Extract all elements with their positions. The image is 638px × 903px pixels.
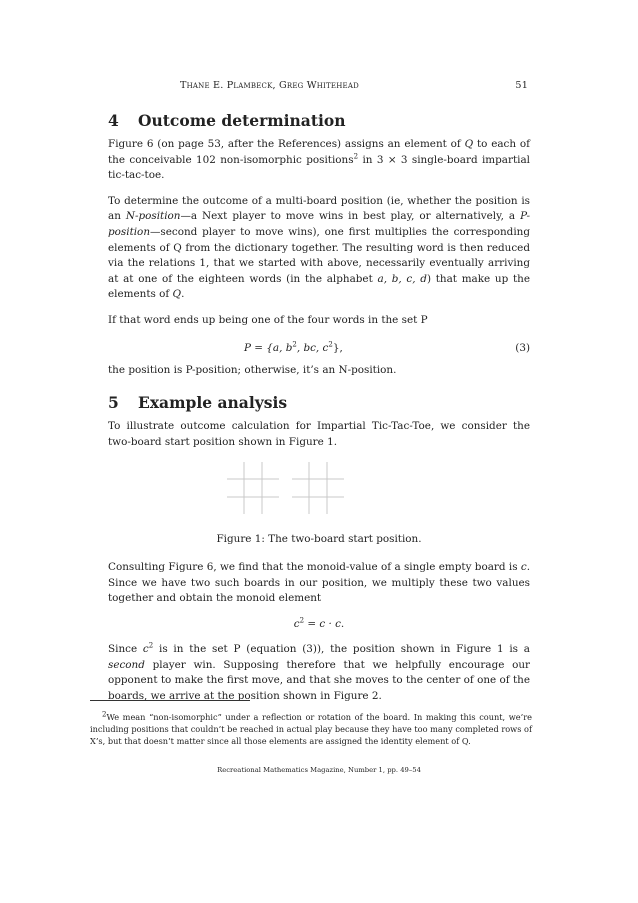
eq-sup: 2 (292, 340, 297, 349)
footnote-2 (90, 711, 532, 747)
text-run: To determine the outcome of a multi-board position (ie, whether the position is an (108, 194, 530, 223)
text-run: Consulting Figure 6, we find that the monoid-value of a single empty board is (108, 560, 521, 573)
text-run: is in the set P (equation (3)), the position shown in Figure 1 is a (153, 643, 530, 656)
section-4-paragraph-2 (108, 194, 530, 303)
section-4-paragraph-1 (108, 137, 530, 184)
eq-lhs: P (244, 341, 251, 354)
math-c: c (142, 643, 149, 656)
footnote-mark: 2 (102, 710, 107, 719)
tic-tac-toe-board-left (225, 460, 281, 516)
text-run: —second player to move wins), one first multiplies the corresponding elements of Q from the dictionary together. The resulting word is then reduced via the relations 1, that we started with above, necessarily eventually arriving at at one of the eighteen words (in the alphabet (108, 225, 530, 285)
page-footer: Recreational Mathematics Magazine, Number 1, pp. 49–54 (217, 766, 421, 774)
text-run: . Since we have two such boards in our position, we multiply these two values together and obtain the monoid element (108, 560, 530, 605)
equation-3-body (244, 341, 343, 357)
equation-3 (108, 341, 530, 357)
term-p-position: P-position (108, 210, 530, 238)
math-sup: 2 (148, 641, 154, 650)
section-5-heading (108, 392, 530, 414)
eq2-sup: 2 (299, 616, 305, 625)
math-Q: Q (172, 288, 182, 301)
tic-tac-toe-board-right (290, 460, 346, 516)
eq-sup: 2 (328, 340, 333, 349)
text-run: in 3 × 3 single-board impartial tic-tac-toe. (108, 153, 530, 182)
section-5-paragraph-1: To illustrate outcome calculation for Impartial Tic-Tac-Toe, we consider the two-board start position shown in Figure 1. (108, 420, 530, 448)
page-number: 51 (515, 80, 528, 91)
main-content (108, 110, 530, 715)
term-n-position: N-position (125, 210, 181, 223)
section-4-number: 4 (108, 111, 119, 130)
section-4-paragraph-4: the position is P-position; otherwise, it’s an N-position. (108, 363, 397, 376)
math-alphabet: a, b, c, d (377, 272, 427, 285)
math-Q: Q (464, 138, 474, 150)
footnote-text: We mean “non-isomorphic” under a reflection or rotation of the board. In making this count, we’re including positions that couldn’t be reached in actual play because they have too many completed rows of X’s, but that doesn’t matter since all those elements are assigned the identity element of Q. (90, 712, 532, 746)
text-run: Since (108, 643, 143, 656)
eq-rhs: = {a, b (251, 341, 293, 354)
text-run: to each of the conceivable 102 non-isomorphic positions (108, 138, 530, 166)
figure-1 (108, 460, 530, 516)
section-4-paragraph-3: If that word ends up being one of the four words in the set P (108, 313, 428, 326)
equation-3-tag: (3) (515, 341, 530, 354)
text-run: player win. Supposing therefore that we helpfully encourage our opponent to make the first move, and that she moves to the center of one of the boards, we arrive at the position shown in Figure 2. (108, 658, 530, 703)
text-run: Figure 6 (on page 53, after the References) assigns an element of (108, 138, 465, 150)
section-5-paragraph-3 (108, 642, 530, 704)
running-header (108, 80, 530, 94)
section-5-number: 5 (108, 393, 119, 413)
footnote-rule (90, 700, 250, 701)
eq-mid: , bc, c (296, 341, 329, 354)
figure-1-caption: Figure 1: The two-board start position. (216, 533, 422, 546)
footnote-ref[interactable]: 2 (353, 152, 359, 161)
eq2-rhs: = c · c. (304, 617, 345, 630)
text-run: —a Next player to move wins in best play, or alternatively, a (180, 210, 521, 223)
equation-c-squared (108, 617, 530, 633)
text-run: ) that make up the elements of (108, 272, 531, 301)
text-run: . (181, 288, 185, 301)
emph-second: second (108, 658, 145, 671)
eq2-lhs: c (293, 617, 300, 630)
math-c: c (520, 560, 527, 573)
section-5-title: Example analysis (138, 393, 288, 413)
section-4-heading (108, 110, 530, 132)
section-5-paragraph-2 (108, 560, 530, 607)
section-4-title: Outcome determination (138, 111, 346, 130)
eq-end: }, (332, 341, 343, 354)
header-authors: Thane E. Plambeck, Greg Whitehead (180, 80, 359, 91)
